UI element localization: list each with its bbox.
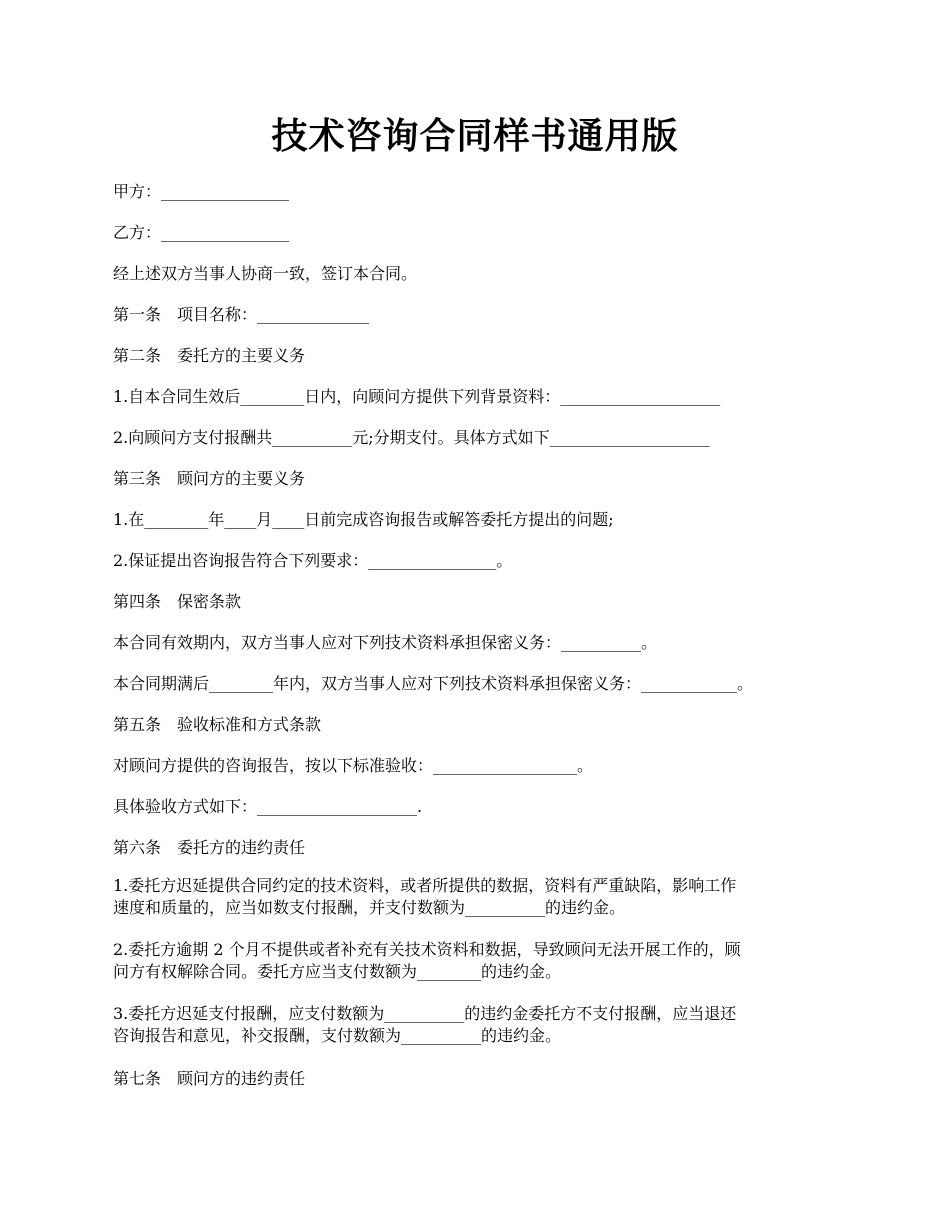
article-1-heading: 第一条 项目名称：______________ <box>113 305 370 324</box>
article-3-heading: 第三条 顾问方的主要义务 <box>113 469 306 488</box>
article-2-heading: 第二条 委托方的主要义务 <box>113 346 306 365</box>
party-a-line: 甲方：________________ <box>113 182 290 201</box>
article-5-clause-1: 对顾问方提供的咨询报告，按以下标准验收：__________________。 <box>113 756 594 775</box>
article-6-heading: 第六条 委托方的违约责任 <box>113 838 306 857</box>
article-7-heading: 第七条 顾问方的违约责任 <box>113 1069 306 1088</box>
article-5-heading: 第五条 验收标准和方式条款 <box>113 715 322 734</box>
article-5-clause-2: 具体验收方式如下：____________________. <box>113 797 423 816</box>
article-3-clause-1: 1.在________年____月____日前完成咨询报告或解答委托方提出的问题; <box>113 510 614 529</box>
article-6-clause-2: 2.委托方逾期 2 个月不提供或者补充有关技术资料和数据，导致顾问无法开展工作的，顾 问方有权解除合同。委托方应当支付数额为________的违约金。 <box>113 940 741 981</box>
article-6-clause-3: 3.委托方迟延支付报酬，应支付数额为__________的违约金委托方不支付报酬，应当退还 咨询报告和意见，补交报酬，支付数额为__________的违约金。 <box>113 1004 737 1045</box>
agreement-statement: 经上述双方当事人协商一致，签订本合同。 <box>113 264 418 283</box>
article-4-clause-1: 本合同有效期内，双方当事人应对下列技术资料承担保密义务：__________。 <box>113 633 658 652</box>
article-4-heading: 第四条 保密条款 <box>113 592 242 611</box>
article-2-clause-1: 1.自本合同生效后________日内，向顾问方提供下列背景资料：____________________ <box>113 387 721 406</box>
article-3-clause-2: 2.保证提出咨询报告符合下列要求：________________。 <box>113 551 513 570</box>
article-4-clause-2: 本合同期满后________年内，双方当事人应对下列技术资料承担保密义务：____________。 <box>113 674 754 693</box>
article-6-clause-1: 1.委托方迟延提供合同约定的技术资料，或者所提供的数据，资料有严重缺陷，影响工作 速度和质量的，应当如数支付报酬，并支付数额为__________的违约金。 <box>113 876 737 917</box>
party-b-line: 乙方：________________ <box>113 223 290 242</box>
article-2-clause-2: 2.向顾问方支付报酬共__________元;分期支付。具体方式如下____________________ <box>113 428 710 447</box>
document-title: 技术咨询合同样书通用版 <box>271 115 679 157</box>
